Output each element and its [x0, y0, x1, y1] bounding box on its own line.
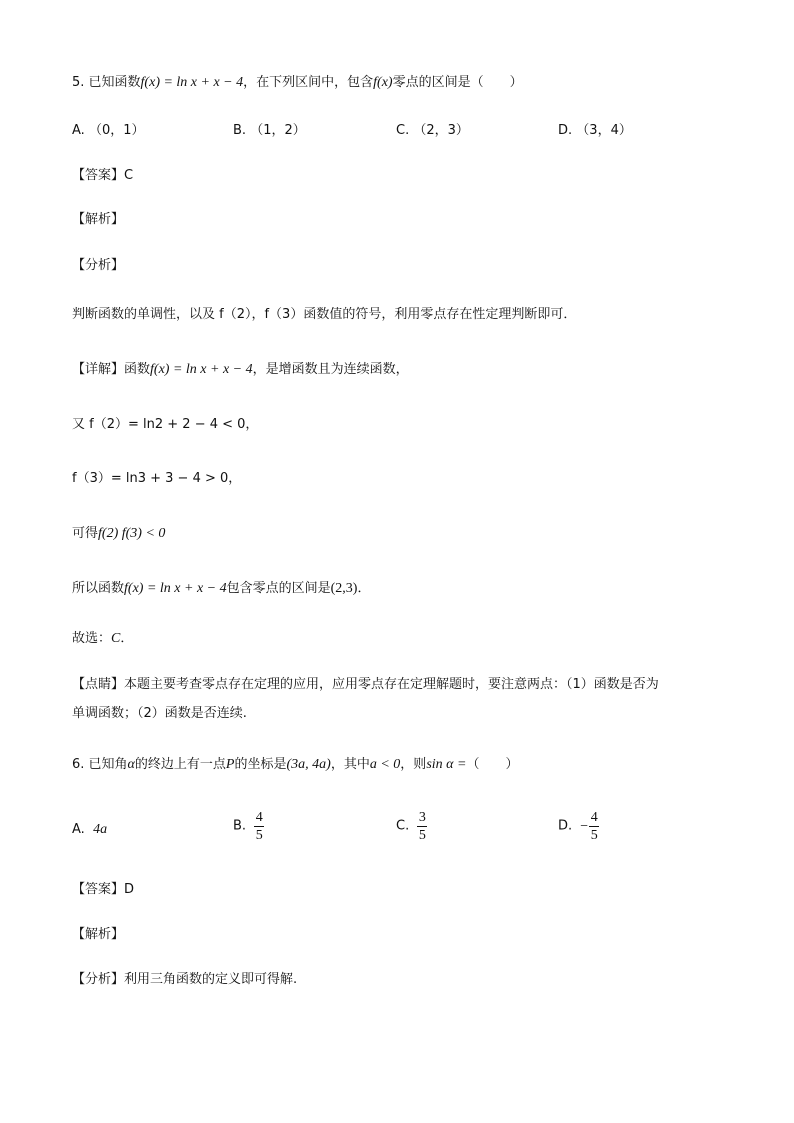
- answer-value: C: [124, 168, 134, 183]
- denominator: 5: [255, 828, 263, 843]
- q5-stem: [72, 74, 523, 92]
- option-label: C.: [396, 818, 410, 834]
- option-value: （3，4）: [576, 123, 632, 138]
- option-label: D.: [558, 818, 573, 834]
- xiangjie-tag: 【详解】: [72, 362, 125, 377]
- q6-sin: sin α =: [426, 757, 467, 772]
- fraction-bar: [589, 826, 599, 827]
- q6-option-a: [72, 821, 107, 839]
- fraction-bar: [254, 826, 264, 827]
- q6-coord: (3a, 4a): [286, 757, 331, 772]
- step4-function: f(x) = ln x + x − 4: [124, 581, 227, 596]
- q6-stem: [72, 756, 518, 774]
- q6-stem-pre: 6. 已知角: [72, 757, 128, 772]
- q5-stem-post: 零点的区间是（ ）: [392, 75, 523, 90]
- q5-option-d: [558, 122, 632, 140]
- q5-dianjing-line-1: [72, 676, 659, 694]
- option-value: （0，1）: [88, 123, 145, 138]
- choose-value: C: [111, 631, 121, 646]
- option-value: （2，3）: [413, 123, 469, 138]
- answer-tag: 【答案】: [72, 168, 125, 183]
- option-label: B.: [233, 123, 247, 138]
- q5-step-4: [72, 580, 370, 598]
- minus-sign: −: [580, 818, 589, 834]
- q5-stem-mid: ，在下列区间中，包含: [243, 75, 374, 90]
- q5-answer: [72, 167, 133, 185]
- q6-answer: [72, 881, 134, 899]
- option-value: 4a: [93, 822, 108, 837]
- option-label: A.: [72, 822, 85, 837]
- fenxi-tag: 【分析】: [72, 972, 125, 987]
- fenxi-text: 利用三角函数的定义即可得解.: [124, 972, 298, 987]
- option-value: （1，2）: [250, 123, 306, 138]
- fraction: [417, 810, 427, 843]
- q5-step-3: [72, 525, 165, 543]
- denominator: 5: [590, 828, 598, 843]
- option-label: A.: [72, 123, 85, 138]
- fraction-bar: [417, 826, 427, 827]
- q5-analysis-tag: 【解析】: [72, 212, 125, 227]
- choose-post: ．: [120, 631, 134, 646]
- q5-dianjing-line-2: 单调函数；（2）函数是否连续.: [72, 706, 247, 721]
- answer-value: D: [124, 882, 135, 897]
- step3-math: f(2) f(3) < 0: [98, 526, 166, 541]
- q6-stem-mid1: 的终边上有一点: [134, 757, 226, 772]
- q5-stem-pre: 5. 已知函数: [72, 75, 141, 90]
- q5-option-b: [233, 122, 306, 140]
- step4-pre: 所以函数: [72, 581, 125, 596]
- q5-option-c: [396, 122, 469, 140]
- step4-mid: 包含零点的区间是: [226, 581, 331, 596]
- numerator: 4: [255, 810, 263, 825]
- numerator: 3: [418, 810, 426, 825]
- option-label: D.: [558, 123, 573, 138]
- option-label: B.: [233, 818, 247, 834]
- xiangjie-pre: 函数: [124, 362, 151, 377]
- q5-step-1: 又 f（2）= ln2 + 2 − 4 < 0，: [72, 417, 259, 432]
- xiangjie-post: ，是增函数且为连续函数，: [252, 362, 409, 377]
- q5-option-a: [72, 122, 144, 140]
- denominator: 5: [418, 828, 426, 843]
- step3-pre: 可得: [72, 526, 99, 541]
- answer-tag: 【答案】: [72, 882, 125, 897]
- q6-point: P: [225, 757, 235, 772]
- dianjing-text: 本题主要考查零点存在定理的应用，应用零点存在定理解题时，要注意两点：（1）函数是否为: [124, 677, 659, 692]
- step4-post: ．: [357, 581, 371, 596]
- q6-option-c: [396, 810, 427, 843]
- q5-fx: f(x): [373, 75, 393, 90]
- dianjing-tag: 【点睛】: [72, 677, 125, 692]
- choose-pre: 故选：: [72, 631, 112, 646]
- fraction: [589, 810, 599, 843]
- option-label: C.: [396, 123, 410, 138]
- xiangjie-function: f(x) = ln x + x − 4: [150, 362, 253, 377]
- q6-stem-mid4: ，则: [400, 757, 427, 772]
- q5-function: f(x) = ln x + x − 4: [140, 75, 244, 90]
- q5-xiangjie: [72, 361, 409, 379]
- q5-choose: [72, 630, 133, 648]
- fraction: [254, 810, 264, 843]
- q6-stem-post: （ ）: [466, 757, 519, 772]
- q6-condition: a < 0: [369, 757, 401, 772]
- q6-stem-mid3: ，其中: [330, 757, 370, 772]
- numerator: 4: [590, 810, 598, 825]
- q6-option-d: [558, 810, 599, 843]
- q5-fenxi-tag: 【分析】: [72, 258, 125, 273]
- q6-analysis-tag: 【解析】: [72, 927, 125, 942]
- q6-stem-mid2: 的坐标是: [234, 757, 287, 772]
- q5-step-2: f（3）= ln3 + 3 − 4 > 0，: [72, 471, 242, 486]
- q6-alpha: α: [127, 757, 135, 772]
- step4-interval: (2,3): [330, 581, 358, 596]
- q6-fenxi: [72, 971, 297, 989]
- q5-fenxi-text: 判断函数的单调性，以及 f（2），f（3）函数值的符号，利用零点存在性定理判断即可．: [72, 307, 577, 322]
- q6-option-b: [233, 810, 264, 843]
